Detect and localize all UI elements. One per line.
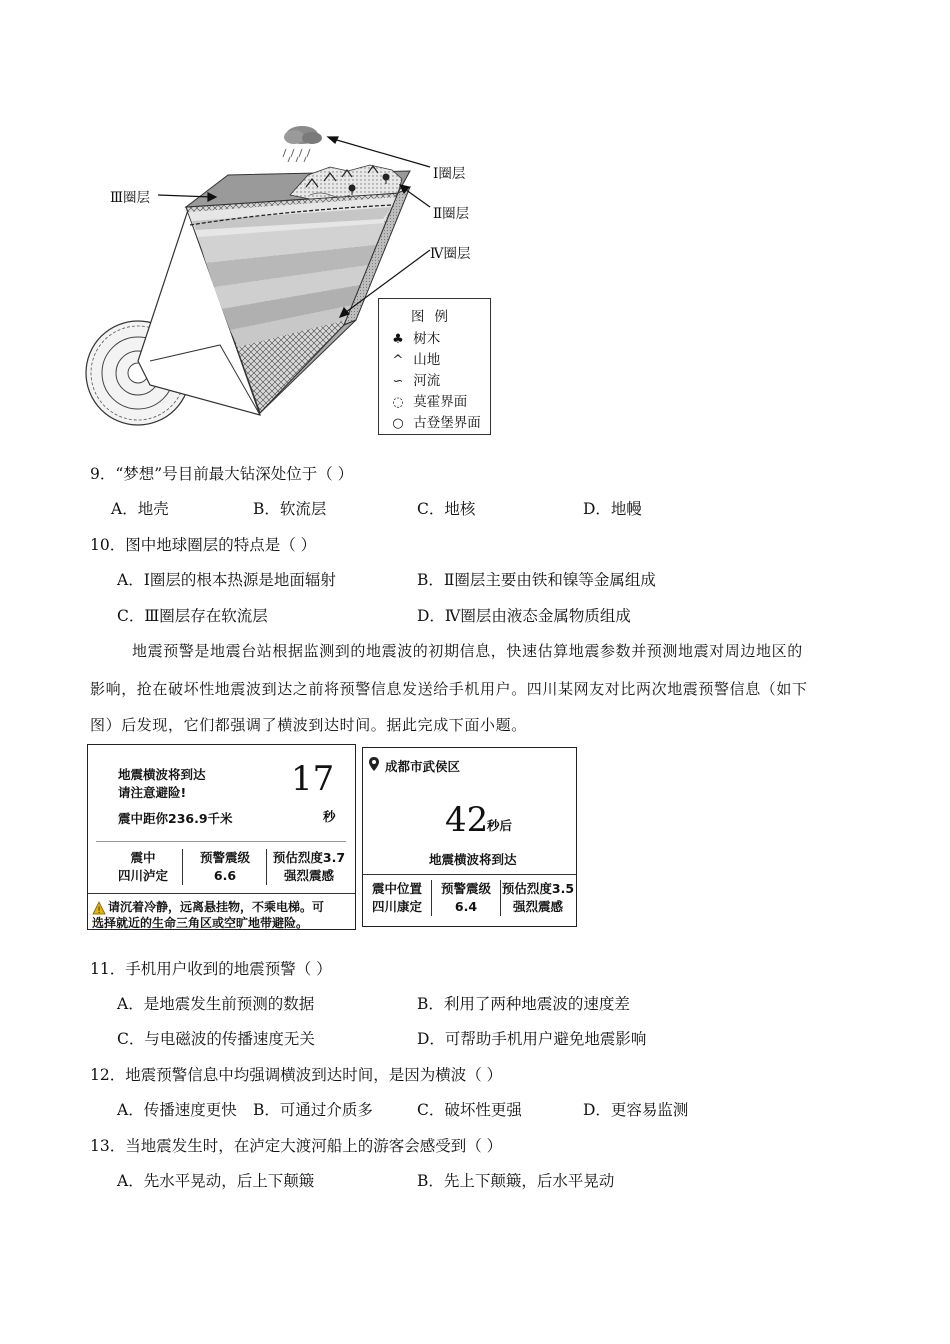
label-layer-3: Ⅲ圈层 <box>110 190 151 206</box>
question-9-stem: 9．“梦想”号目前最大钻深处位于（ ） <box>90 465 354 483</box>
warning-icon <box>92 901 106 915</box>
question-11-stem: 11．手机用户收到的地震预警（ ） <box>90 960 332 978</box>
passage-line-3: 图）后发现，它们都强调了横波到达时间。据此完成下面小题。 <box>90 716 527 734</box>
label-layer-4: Ⅳ圈层 <box>430 246 471 262</box>
question-10-stem: 10．图中地球圈层的特点是（ ） <box>90 536 317 554</box>
alert-a-line2: 请注意避险! <box>118 785 187 800</box>
legend-item-river: ∽ 河流 <box>387 369 440 389</box>
question-11-option-a[interactable]: A．是地震发生前预测的数据 <box>117 995 315 1013</box>
question-12-option-c[interactable]: C．破坏性更强 <box>417 1101 522 1119</box>
alert-a-warning-1: 请沉着冷静，远离悬挂物，不乘电梯。可 <box>108 900 325 914</box>
figure-legend <box>378 298 491 435</box>
passage-line-2: 影响，抢在破坏性地震波到达之前将预警信息发送给手机用户。四川某网友对比两次地震预警信息（如下 <box>90 680 808 698</box>
alert-b-countdown: 42 <box>445 800 489 840</box>
alert-panel-chengdu <box>362 747 577 927</box>
alert-b-intensity: 预估烈度3.5 强烈震感 <box>501 881 575 914</box>
label-layer-1: Ⅰ圈层 <box>433 166 466 182</box>
passage-line-1: 地震预警是地震台站根据监测到的地震波的初期信息，快速估算地震参数并预测地震对周边地区的 <box>132 642 803 660</box>
question-11-option-b[interactable]: B．利用了两种地震波的速度差 <box>417 995 630 1013</box>
question-11-option-c[interactable]: C．与电磁波的传播速度无关 <box>117 1030 315 1048</box>
alert-b-magnitude: 预警震级 6.4 <box>440 881 491 914</box>
question-9-option-c[interactable]: C．地核 <box>417 500 476 518</box>
question-11-option-d[interactable]: D．可帮助手机用户避免地震影响 <box>417 1030 647 1048</box>
legend-item-moho: ◌ 莫霍界面 <box>387 390 467 410</box>
mountain-icon: ^ <box>392 353 404 368</box>
question-10-option-d[interactable]: D．Ⅳ圈层由液态金属物质组成 <box>417 607 631 625</box>
label-layer-2: Ⅱ圈层 <box>433 206 470 222</box>
legend-item-mountain: ^ 山地 <box>387 348 440 368</box>
alert-a-magnitude: 预警震级 6.6 <box>199 850 250 883</box>
alert-b-epicenter: 震中位置 四川康定 <box>371 881 422 914</box>
question-13-stem: 13．当地震发生时，在泸定大渡河船上的游客会感受到（ ） <box>90 1137 503 1155</box>
question-10-option-b[interactable]: B．Ⅱ圈层主要由铁和镍等金属组成 <box>417 571 656 589</box>
rain-cloud-icon <box>283 126 322 162</box>
question-12-option-a[interactable]: A．传播速度更快 <box>117 1101 237 1119</box>
question-9-option-b[interactable]: B．软流层 <box>253 500 327 518</box>
question-10-option-a[interactable]: A．Ⅰ圈层的根本热源是地面辐射 <box>117 571 336 589</box>
gutenberg-boundary-icon: ○ <box>392 416 404 431</box>
question-10-option-c[interactable]: C．Ⅲ圈层存在软流层 <box>117 607 268 625</box>
question-13-option-b[interactable]: B．先上下颠簸，后水平晃动 <box>417 1172 615 1190</box>
legend-title: 图例 <box>411 309 458 325</box>
tree-icon: ♣ <box>392 332 404 347</box>
question-13-option-a[interactable]: A．先水平晃动，后上下颠簸 <box>117 1172 315 1190</box>
river-icon: ∽ <box>392 374 404 389</box>
alert-a-warning-2: 选择就近的生命三角区或空旷地带避险。 <box>92 916 309 930</box>
alert-a-countdown: 17 <box>291 759 335 799</box>
alert-b-location: 成都市武侯区 <box>385 759 461 774</box>
alert-a-epicenter: 震中 四川泸定 <box>117 850 168 883</box>
legend-item-tree: ♣ 树木 <box>387 327 440 347</box>
svg-text:!: ! <box>97 906 101 915</box>
question-12-stem: 12．地震预警信息中均强调横波到达时间，是因为横波（ ） <box>90 1066 503 1084</box>
legend-item-gutenberg: ○ 古登堡界面 <box>387 411 481 431</box>
alert-a-unit: 秒 <box>323 809 336 824</box>
moho-boundary-icon: ◌ <box>392 395 404 410</box>
alert-b-message: 地震横波将到达 <box>429 852 517 867</box>
location-pin-icon <box>368 756 380 772</box>
question-9-option-d[interactable]: D．地幔 <box>583 500 642 518</box>
alert-a-distance: 震中距你236.9千米 <box>118 811 233 826</box>
alert-b-unit: 秒后 <box>487 818 513 833</box>
alert-panel-luding <box>87 744 356 930</box>
question-12-option-b[interactable]: B．可通过介质多 <box>253 1101 373 1119</box>
alert-a-intensity: 预估烈度3.7 强烈震感 <box>272 850 346 883</box>
question-12-option-d[interactable]: D．更容易监测 <box>583 1101 689 1119</box>
question-9-option-a[interactable]: A．地壳 <box>111 500 169 518</box>
alert-a-line1: 地震横波将到达 <box>118 767 206 782</box>
